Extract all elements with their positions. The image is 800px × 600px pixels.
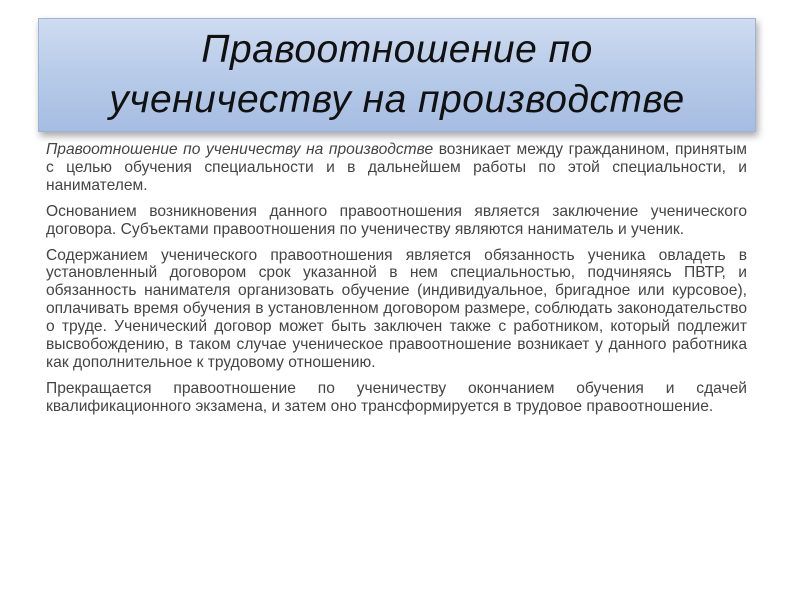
paragraph-definition-text: возникает между гражданином, принятым с целью обучения специальности и в дальнейшем работы по этой специальности, и нанимателем. <box>46 141 748 194</box>
paragraph-content: Содержанием ученического правоотношения является обязанность ученика овладеть в установленный договором срок указанной в нем специальностью, подчиняясь ПВТР, и обязанность нанимателя организовать обучение (индивидуальное, бригадное или курсовое), оплачивать время обучения в установленном договором размере, соблюдать законодательство о труде. Ученический договор может быть заключен также с работником, который подлежит высвобождению, в таком случае ученическое правоотношение возникает у данного работника как дополнительное к трудовому отношению. <box>46 246 747 371</box>
paragraph-definition <box>46 141 747 195</box>
paragraph-definition-lead: Правоотношение по ученичеству на производстве <box>46 141 434 158</box>
paragraph-basis: Основанием возникновения данного правоотношения является заключение ученического договора. Субъектами правоотношения по ученичеству являются наниматель и ученик. <box>46 202 747 238</box>
title-line-2: ученичеству на производстве <box>109 78 685 121</box>
body-text <box>46 141 747 424</box>
paragraph-termination: Прекращается правоотношение по ученичеству окончанием обучения и сдачей квалификационного экзамена, и затем оно трансформируется в трудовое правоотношение. <box>46 379 747 415</box>
title-box <box>38 18 756 132</box>
title-line-1: Правоотношение по <box>201 28 593 71</box>
